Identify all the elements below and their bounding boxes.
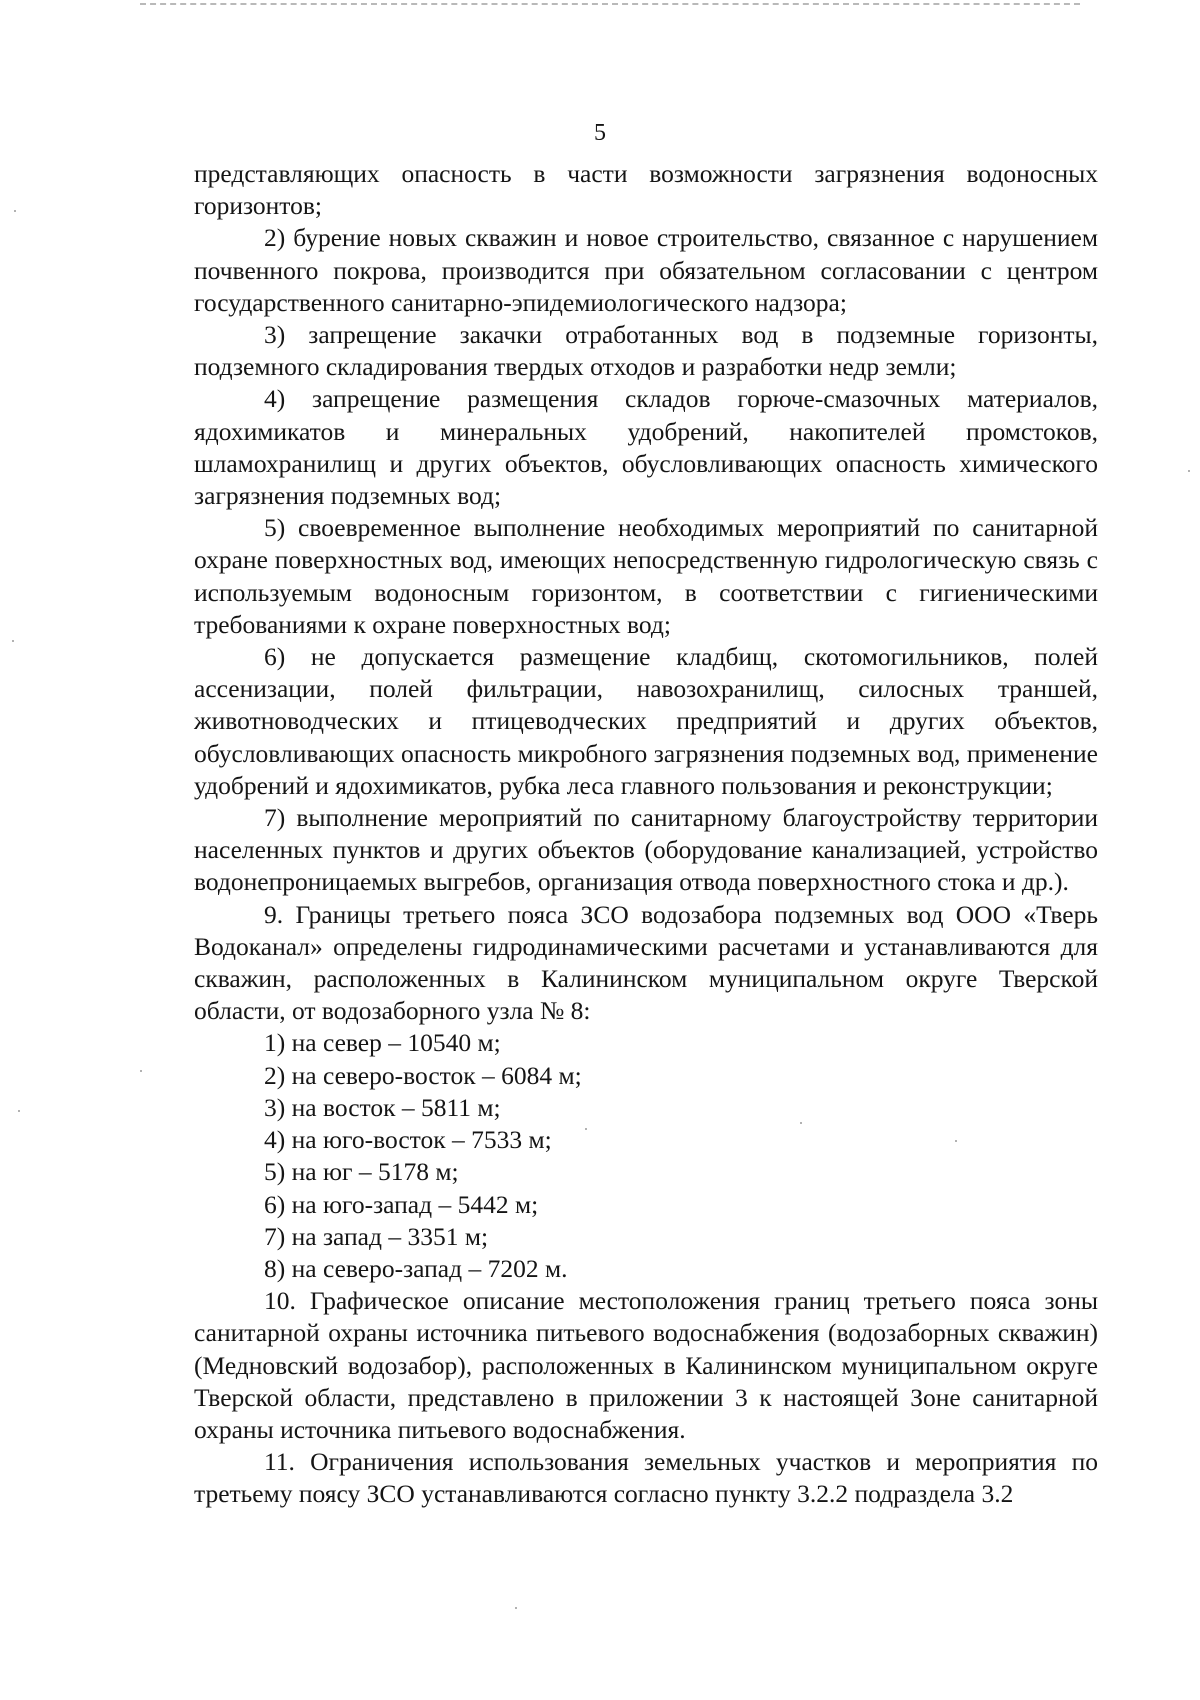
measure-item-5: 5) своевременное выполнение необходимых мероприятий по санитарной охране поверхностных вод, имеющих непосредственную гидрологическую связь с используемым водоносным горизонтом, в соответствии с гигиеническими требованиями к охране поверхностных вод; (194, 513, 1098, 639)
distance-item-southwest: 6) на юго-запад – 5442 м; (264, 1189, 539, 1219)
measure-item-7: 7) выполнение мероприятий по санитарному благоустройству территории населенных пунктов и других объектов (оборудование канализацией, устройство водонепроницаемых выгребов, организация отвода поверхностного стока и др.). (194, 803, 1098, 897)
distance-item-north: 1) на север – 10540 м; (264, 1028, 501, 1058)
scan-top-edge (140, 3, 1080, 5)
measure-item-3: 3) запрещение закачки отработанных вод в подземные горизонты, подземного складирования твердых отходов и разработки недр земли; (194, 320, 1098, 382)
scan-speck (12, 640, 14, 642)
page-number: 5 (594, 120, 606, 146)
distance-list (194, 1027, 1098, 1285)
scan-speck (515, 1607, 517, 1609)
measure-item-6: 6) не допускается размещение кладбищ, скотомогильников, полей ассенизации, полей фильтрации, навозохранилищ, силосных траншей, животноводческих и птицеводческих предприятий и других объектов, обусловливающих опасность микробного загрязнения подземных вод, применение удобрений и ядохимикатов, рубка леса главного пользования и реконструкции; (194, 642, 1098, 800)
scan-speck (585, 1128, 587, 1130)
scan-speck (1188, 470, 1190, 472)
distance-item-south: 5) на юг – 5178 м; (264, 1157, 459, 1187)
intro-paragraph: представляющих опасность в части возможности загрязнения водоносных горизонтов; (194, 159, 1098, 221)
scan-speck (800, 1122, 802, 1124)
scan-speck (140, 1070, 142, 1072)
distance-item-west: 7) на запад – 3351 м; (264, 1221, 489, 1251)
section-11-paragraph: 11. Ограничения использования земельных участков и мероприятия по третьему поясу ЗСО устанавливаются согласно пункту 3.2.2 подраздела 3.2 (194, 1447, 1098, 1509)
measure-item-2: 2) бурение новых скважин и новое строительство, связанное с нарушением почвенного покрова, производится при обязательном согласовании с центром государственного санитарно-эпидемиологического надзора; (194, 223, 1098, 317)
scan-speck (955, 1140, 957, 1142)
distance-item-southeast: 4) на юго-восток – 7533 м; (264, 1125, 552, 1155)
section-10-paragraph: 10. Графическое описание местоположения границ третьего пояса зоны санитарной охраны источника питьевого водоснабжения (водозаборных скважин) (Медновский водозабор), расположенных в Калининском муниципальном округе Тверской области, представлено в приложении 3 к настоящей Зоне санитарной охраны источника питьевого водоснабжения. (194, 1286, 1098, 1444)
measure-item-4: 4) запрещение размещения складов горюче-смазочных материалов, ядохимикатов и минеральных удобрений, накопителей промстоков, шламохранилищ и других объектов, обусловливающих опасность химического загрязнения подземных вод; (194, 384, 1098, 511)
scan-speck (18, 1110, 20, 1112)
scan-speck (14, 210, 16, 212)
distance-item-northwest: 8) на северо-запад – 7202 м. (264, 1253, 568, 1283)
distance-item-east: 3) на восток – 5811 м; (264, 1092, 501, 1122)
document-body (194, 158, 1098, 1511)
section-9-paragraph: 9. Границы третьего пояса ЗСО водозабора подземных вод ООО «Тверь Водоканал» определены гидродинамическими расчетами и устанавливаются для скважин, расположенных в Калининском муниципальном округе Тверской области, от водозаборного узла № 8: (194, 899, 1098, 1026)
distance-item-northeast: 2) на северо-восток – 6084 м; (264, 1060, 582, 1090)
